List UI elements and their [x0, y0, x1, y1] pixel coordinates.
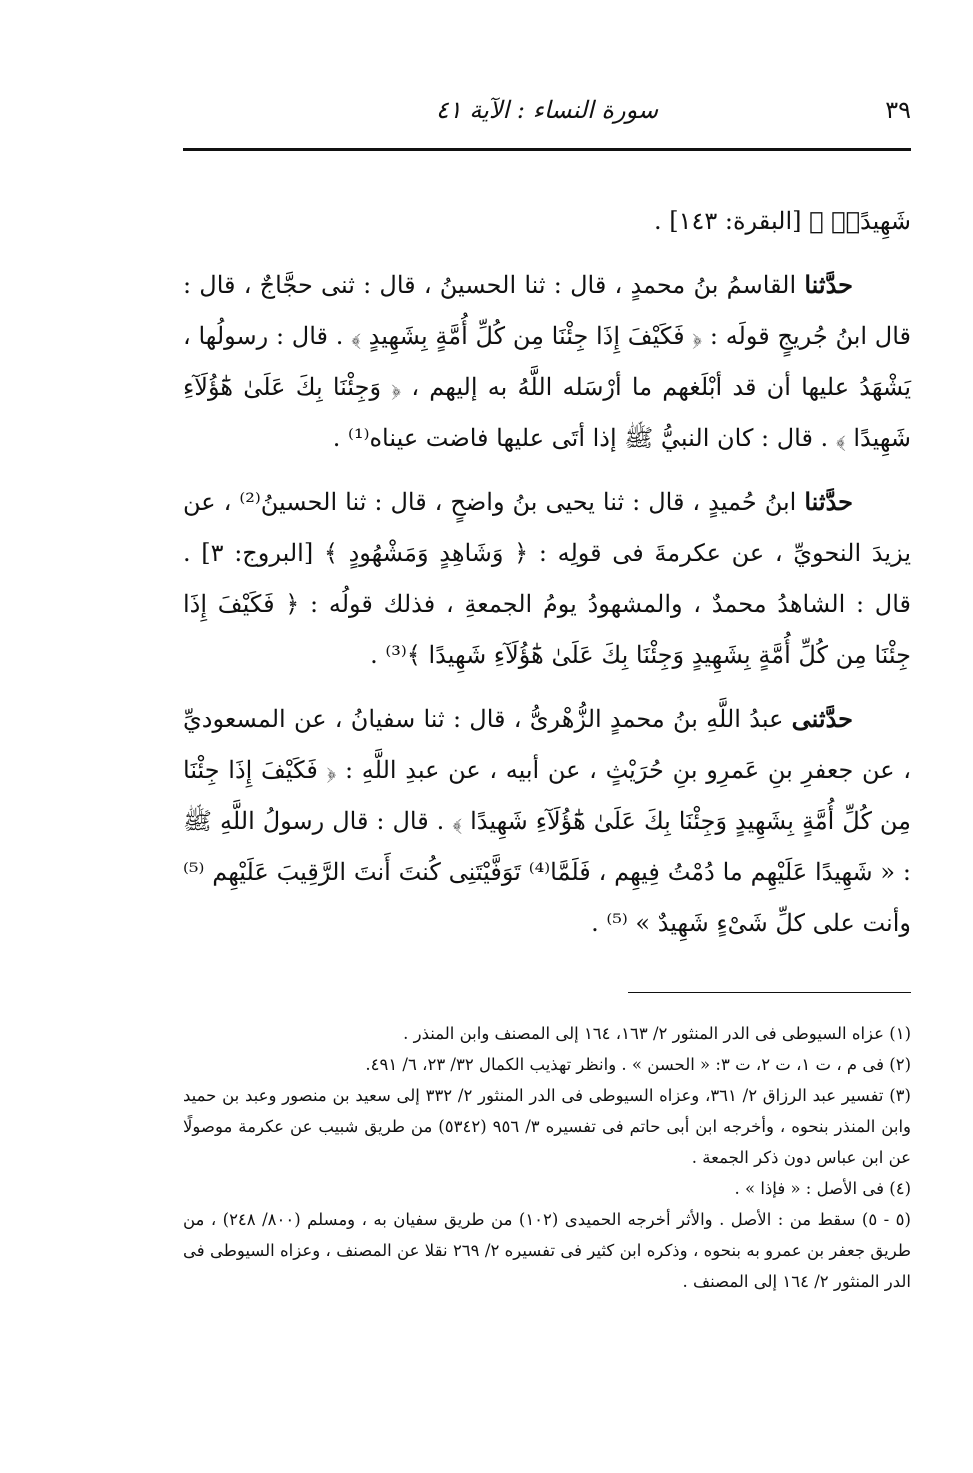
footnotes [183, 1018, 911, 1297]
paragraph-3-lead: حدَّثنا [804, 487, 853, 516]
main-text [183, 196, 911, 961]
footnote-rule [628, 992, 911, 993]
page-header [183, 96, 911, 140]
paragraph-1-text: شَهِيدًاۗ ﴾ [البقرة: ١٤٣] . [653, 207, 911, 235]
footnote-2: (٢) فى م ، ت ١، ت ٢، ت ٣: « الحسن » . وانظر تهذيب الكمال ٣٢/ ٢٣، ٦/ ٤٩١. [365, 1055, 911, 1074]
footnote-3: (٣) تفسير عبد الرزاق ٢/ ٣٦١، وعزاه السيوطى فى الدر المنثور ٢/ ٣٣٢ إلى سعيد بن منصور وعبد بن حميد وابن المنذر بنحوه ، وأخرجه ابن أبى حاتم فى تفسيره ٣/ ٩٥٦ (٥٣٤٢) من طريق شبيب عن عكرمة موصولًا عن ابن عباس دون ذكر الجمعة . [183, 1086, 911, 1167]
paragraph-2 [183, 259, 911, 464]
paragraph-3-text: ابنُ حُميدٍ ، قال : ثنا يحيى بنُ واضحٍ ، قال : ثنا الحسينُ⁽²⁾ ، عن يزيدَ النحويِّ ، عن عكرمةَ فى قولِه : ﴿ وَشَاهِدٍ وَمَشْهُودٍ ﴾ [البروج: ٣] . قال : الشاهدُ محمدٌ ، والمشهودُ يومُ الجمعةِ ، فذلك قولُه : ﴿ فَكَيْفَ إِذَا جِئْنَا مِن كُلِّ أُمَّةٍ بِشَهِيدٍ وَجِئْنَا بِكَ عَلَىٰ هَٰٓؤُلَآءِ شَهِيدًا ﴾⁽³⁾ . [183, 488, 912, 669]
paragraph-2-lead: حدَّثنا [804, 270, 853, 299]
running-title: سورة النساء : الآية ٤١ [435, 96, 659, 124]
paragraph-3 [183, 476, 911, 681]
footnote-1: (١) عزاه السيوطى فى الدر المنثور ٢/ ١٦٣، ١٦٤ إلى المصنف وابن المنذر . [403, 1024, 911, 1043]
paragraph-1 [183, 196, 911, 247]
paragraph-4-text: عبدُ اللَّهِ بنُ محمدٍ الزُّهْرىُّ ، قال : ثنا سفيانُ ، عن المسعوديِّ ، عن جعفرِ بنِ عَمرِو بنِ حُرَيْثٍ ، عن أبيه ، عن عبدِ اللَّهِ : ﴿ فَكَيْفَ إِذَا جِئْنَا مِن كُلِّ أُمَّةٍ بِشَهِيدٍ وَجِئْنَا بِكَ عَلَىٰ هَٰٓؤُلَآءِ شَهِيدًا ﴾ . قال : قال رسولُ اللَّهِ ﷺ : « شَهِيدًا عَلَيْهِم ما دُمْتُ فِيهِم ، فَلَمَّا⁽⁴⁾ تَوَفَّيْتَنِى كُنتَ أَنتَ الرَّقِيبَ عَلَيْهِم ⁽⁵⁾ وأنت على كلِّ شَىْءٍ شَهِيدٌ » ⁽⁵⁾ . [183, 705, 912, 937]
page-number: ٣٩ [885, 96, 911, 124]
footnote-4: (٤) فى الأصل : « فإذا » . [734, 1179, 911, 1198]
paragraph-2-text: القاسمُ بنُ محمدٍ ، قال : ثنا الحسينُ ، قال : ثنى حجَّاجٌ ، قال : قال ابنُ جُريجٍ قولَه : ﴿ فَكَيْفَ إِذَا جِئْنَا مِن كُلِّ أُمَّةٍ بِشَهِيدٍ ﴾ . قال : رسولُها ، يَشْهَدُ عليها أن قد أبْلَغهم ما أرْسَله اللَّهُ به إليهم ، ﴿ وَجِئْنَا بِكَ عَلَىٰ هَٰٓؤُلَآءِ شَهِيدًا ﴾ . قال : كان النبيُّ ﷺ إذا أتَى عليها فاضت عيناه⁽¹⁾ . [183, 271, 912, 452]
paragraph-4-lead: حدَّثنى [791, 704, 853, 733]
footnote-5: (٥ - ٥) سقط من : الأصل . والأثر أخرجه الحميدى (١٠٢) من طريق سفيان به ، ومسلم (٨٠٠/ ٢٤٨) ، من طريق جعفر بن عمرو به بنحوه ، وذكره ابن كثير فى تفسيره ٢/ ٢٦٩ نقلا عن المصنف ، وعزاه السيوطى فى الدر المنثور ٢/ ١٦٤ إلى المصنف . [183, 1210, 911, 1291]
header-rule [183, 148, 911, 151]
paragraph-4 [183, 693, 911, 949]
